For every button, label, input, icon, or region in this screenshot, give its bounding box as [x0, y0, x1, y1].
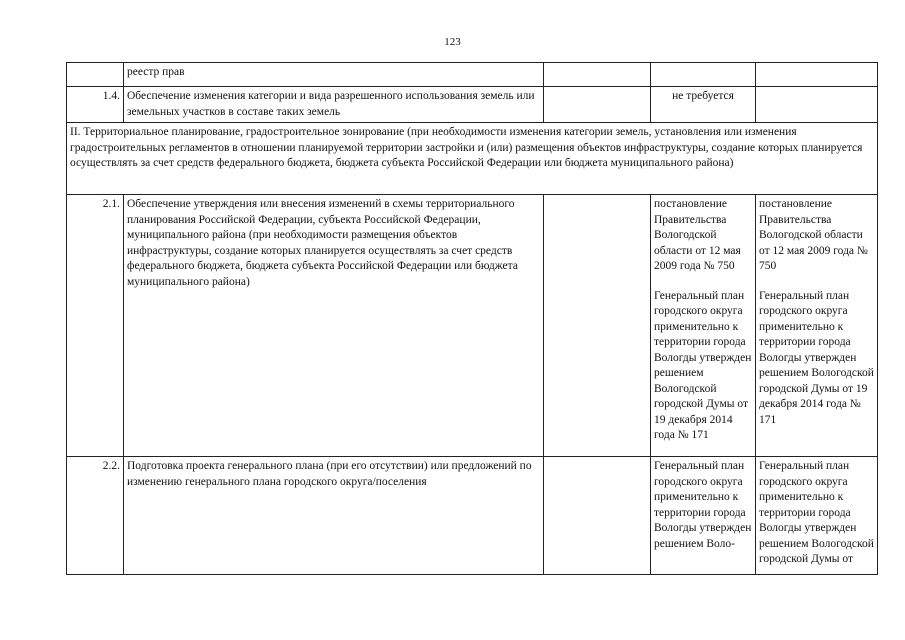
row-text: Подготовка проекта генерального плана (при его отсутствии) или предложений по изменению генерального плана городского округа/поселения [124, 457, 544, 575]
row-cell: не требуется [651, 87, 756, 123]
row-number: 2.2. [67, 457, 124, 575]
section-ii-heading: II. Территориальное планирование, градостроительное зонирование (при необходимости изменения категории земель, установления или изменения градостроительных регламентов в отношении планируемой территории застройки и (или) размещения объектов инфраструктуры, создание которых планируется осуществлять за счет средств федерального бюджета, бюджета субъекта Российской Федерации или бюджета муниципального района) [67, 123, 878, 195]
row-cell [544, 63, 651, 87]
row-cell [756, 63, 878, 87]
document-table [66, 62, 878, 575]
row-cell [544, 457, 651, 575]
table-row [67, 457, 878, 575]
table-row [67, 195, 878, 457]
row-text: Обеспечение изменения категории и вида разрешенного использования земель или земельных участков в составе таких земель [124, 87, 544, 123]
row-cell [544, 87, 651, 123]
table-row [67, 87, 878, 123]
row-cell: Генеральный план городского округа применительно к территории города Вологды утвержден решением Воло- [651, 457, 756, 575]
general-plan-reference: Генеральный план городского округа применительно к территории города Вологды утвержден решением Вологодской городской Думы от 19 декабря 2014 года № 171 [654, 289, 752, 441]
decree-reference: постановление Правительства Вологодской области от 12 мая 2009 года № 750 [654, 198, 741, 272]
row-number: 2.1. [67, 195, 124, 457]
table-row [67, 63, 878, 87]
row-cell [651, 63, 756, 87]
row-text: реестр прав [124, 63, 544, 87]
row-cell [756, 195, 878, 457]
row-number: 1.4. [67, 87, 124, 123]
decree-reference: постановление Правительства Вологодской области от 12 мая 2009 года № 750 [759, 198, 868, 272]
row-cell: Генеральный план городского округа применительно к территории города Вологды утвержден решением Вологодской городской Думы от [756, 457, 878, 575]
row-cell [544, 195, 651, 457]
general-plan-reference: Генеральный план городского округа применительно к территории города Вологды утвержден решением Вологодской городской Думы от 19 декабря 2014 года № 171 [759, 289, 874, 426]
page-number: 123 [444, 36, 461, 48]
section-header-row [67, 123, 878, 195]
row-text: Обеспечение утверждения или внесения изменений в схемы территориального планирования Российской Федерации, субъекта Российской Федерации, муниципального района (при необходимости размещения объектов инфраструктуры, создание которых планируется осуществлять за счет средств федерального бюджета, бюджета субъекта Российской Федерации или бюджета муниципального района) [124, 195, 544, 457]
row-cell [651, 195, 756, 457]
row-number [67, 63, 124, 87]
row-cell [756, 87, 878, 123]
